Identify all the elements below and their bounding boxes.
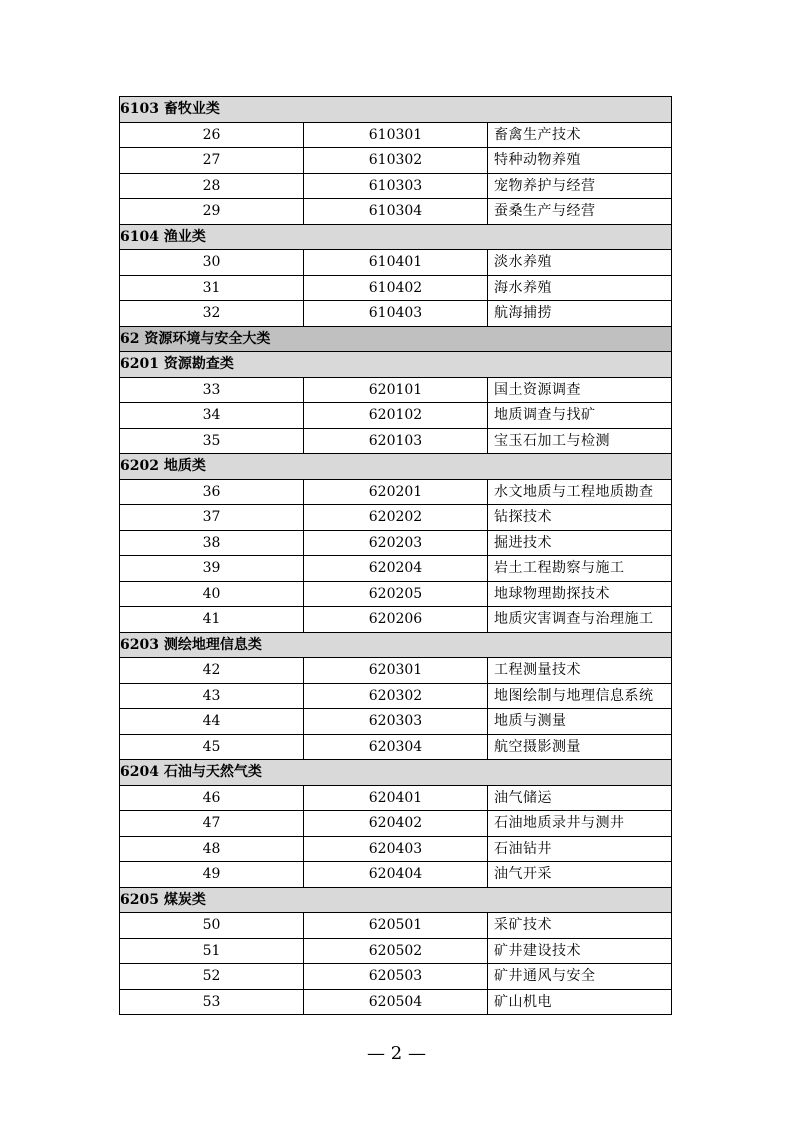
row-number-cell: 34: [120, 403, 304, 429]
row-number-cell: 46: [120, 785, 304, 811]
table-row: [120, 148, 672, 174]
table-row: [120, 785, 672, 811]
row-number-cell: 37: [120, 505, 304, 531]
program-name-cell: 采矿技术: [488, 913, 672, 939]
table-body: [120, 97, 672, 1015]
category-header-row: [120, 760, 672, 786]
table-row: [120, 989, 672, 1015]
program-code-cell: 620302: [304, 683, 488, 709]
category-header-row: [120, 224, 672, 250]
row-number-cell: 29: [120, 199, 304, 225]
program-name-cell: 地球物理勘探技术: [488, 581, 672, 607]
table-row: [120, 556, 672, 582]
program-name-cell: 工程测量技术: [488, 658, 672, 684]
program-code-cell: 620501: [304, 913, 488, 939]
program-code-cell: 610303: [304, 173, 488, 199]
table-row: [120, 734, 672, 760]
program-code-cell: 620203: [304, 530, 488, 556]
program-code-cell: 610401: [304, 250, 488, 276]
program-name-cell: 地质与测量: [488, 709, 672, 735]
program-name-cell: 油气开采: [488, 862, 672, 888]
table-row: [120, 862, 672, 888]
table-row: [120, 428, 672, 454]
row-number-cell: 33: [120, 377, 304, 403]
category-title: 6203 测绘地理信息类: [120, 632, 672, 658]
program-name-cell: 岩土工程勘察与施工: [488, 556, 672, 582]
row-number-cell: 43: [120, 683, 304, 709]
program-name-cell: 淡水养殖: [488, 250, 672, 276]
program-code-cell: 620303: [304, 709, 488, 735]
program-code-cell: 610304: [304, 199, 488, 225]
program-name-cell: 畜禽生产技术: [488, 122, 672, 148]
program-code-cell: 620205: [304, 581, 488, 607]
table-row: [120, 250, 672, 276]
major-category-title: 62 资源环境与安全大类: [120, 326, 672, 352]
category-header-row: [120, 97, 672, 123]
table-row: [120, 607, 672, 633]
program-code-cell: 620304: [304, 734, 488, 760]
table-row: [120, 836, 672, 862]
table-row: [120, 581, 672, 607]
program-code-cell: 620401: [304, 785, 488, 811]
category-header-row: [120, 454, 672, 480]
program-name-cell: 石油钻井: [488, 836, 672, 862]
program-name-cell: 油气储运: [488, 785, 672, 811]
table-row: [120, 709, 672, 735]
row-number-cell: 45: [120, 734, 304, 760]
program-name-cell: 掘进技术: [488, 530, 672, 556]
program-name-cell: 航海捕捞: [488, 301, 672, 327]
table-row: [120, 122, 672, 148]
program-code-cell: 620503: [304, 964, 488, 990]
table-row: [120, 301, 672, 327]
program-code-cell: 620202: [304, 505, 488, 531]
program-name-cell: 矿井建设技术: [488, 938, 672, 964]
row-number-cell: 27: [120, 148, 304, 174]
row-number-cell: 38: [120, 530, 304, 556]
program-code-cell: 610402: [304, 275, 488, 301]
table-row: [120, 683, 672, 709]
row-number-cell: 49: [120, 862, 304, 888]
table-row: [120, 479, 672, 505]
program-code-cell: 620403: [304, 836, 488, 862]
table-row: [120, 964, 672, 990]
program-name-cell: 矿井通风与安全: [488, 964, 672, 990]
program-name-cell: 地质灾害调查与治理施工: [488, 607, 672, 633]
category-title: 6103 畜牧业类: [120, 97, 672, 123]
table-row: [120, 811, 672, 837]
program-code-cell: 620103: [304, 428, 488, 454]
program-name-cell: 宠物养护与经营: [488, 173, 672, 199]
program-name-cell: 蚕桑生产与经营: [488, 199, 672, 225]
category-header-row: [120, 887, 672, 913]
program-name-cell: 矿山机电: [488, 989, 672, 1015]
category-title: 6204 石油与天然气类: [120, 760, 672, 786]
program-code-cell: 620404: [304, 862, 488, 888]
row-number-cell: 40: [120, 581, 304, 607]
category-header-row: [120, 632, 672, 658]
row-number-cell: 28: [120, 173, 304, 199]
row-number-cell: 53: [120, 989, 304, 1015]
row-number-cell: 52: [120, 964, 304, 990]
table-row: [120, 199, 672, 225]
row-number-cell: 48: [120, 836, 304, 862]
category-header-row: [120, 352, 672, 378]
row-number-cell: 47: [120, 811, 304, 837]
row-number-cell: 30: [120, 250, 304, 276]
program-code-cell: 610403: [304, 301, 488, 327]
major-category-header-row: [120, 326, 672, 352]
table-row: [120, 377, 672, 403]
table-row: [120, 275, 672, 301]
program-code-cell: 620201: [304, 479, 488, 505]
program-name-cell: 航空摄影测量: [488, 734, 672, 760]
program-name-cell: 地质调查与找矿: [488, 403, 672, 429]
program-name-cell: 国土资源调查: [488, 377, 672, 403]
program-code-cell: 620502: [304, 938, 488, 964]
row-number-cell: 32: [120, 301, 304, 327]
category-title: 6205 煤炭类: [120, 887, 672, 913]
row-number-cell: 39: [120, 556, 304, 582]
row-number-cell: 51: [120, 938, 304, 964]
table-row: [120, 938, 672, 964]
table-row: [120, 530, 672, 556]
program-name-cell: 钻探技术: [488, 505, 672, 531]
row-number-cell: 26: [120, 122, 304, 148]
program-name-cell: 海水养殖: [488, 275, 672, 301]
row-number-cell: 41: [120, 607, 304, 633]
page-number: — 2 —: [367, 1043, 426, 1064]
program-code-cell: 620206: [304, 607, 488, 633]
row-number-cell: 31: [120, 275, 304, 301]
program-name-cell: 特种动物养殖: [488, 148, 672, 174]
table-row: [120, 505, 672, 531]
row-number-cell: 35: [120, 428, 304, 454]
program-code-cell: 620204: [304, 556, 488, 582]
program-code-cell: 610302: [304, 148, 488, 174]
row-number-cell: 42: [120, 658, 304, 684]
table-row: [120, 913, 672, 939]
row-number-cell: 50: [120, 913, 304, 939]
category-title: 6201 资源勘查类: [120, 352, 672, 378]
row-number-cell: 36: [120, 479, 304, 505]
table-row: [120, 173, 672, 199]
program-code-cell: 620504: [304, 989, 488, 1015]
table-row: [120, 658, 672, 684]
program-table: [119, 96, 672, 1015]
program-code-cell: 620101: [304, 377, 488, 403]
program-code-cell: 610301: [304, 122, 488, 148]
program-name-cell: 石油地质录井与测井: [488, 811, 672, 837]
program-name-cell: 水文地质与工程地质勘查: [488, 479, 672, 505]
program-code-cell: 620102: [304, 403, 488, 429]
category-title: 6202 地质类: [120, 454, 672, 480]
program-code-cell: 620301: [304, 658, 488, 684]
table-row: [120, 403, 672, 429]
row-number-cell: 44: [120, 709, 304, 735]
program-name-cell: 宝玉石加工与检测: [488, 428, 672, 454]
program-code-cell: 620402: [304, 811, 488, 837]
program-name-cell: 地图绘制与地理信息系统: [488, 683, 672, 709]
category-title: 6104 渔业类: [120, 224, 672, 250]
